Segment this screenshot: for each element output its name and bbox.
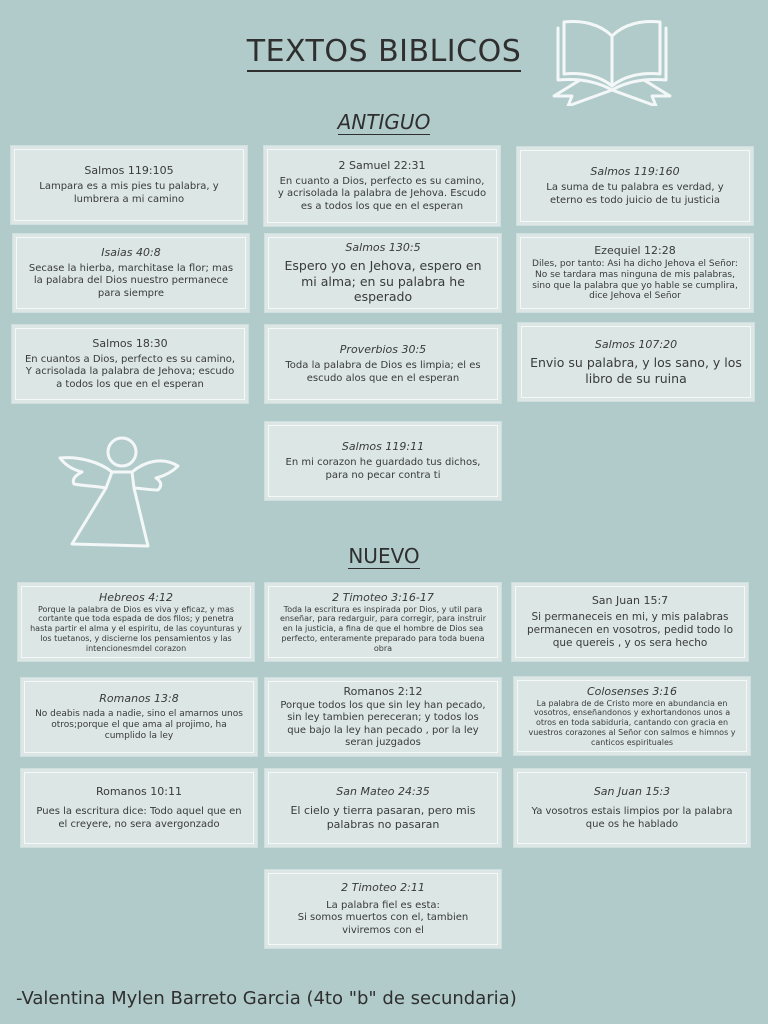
verse-text: La palabra de de Cristo more en abundancia en vosotros, enseñandonos y exhortandonos unos a otros en toda sabiduria, cantando con gracia en vuestros corazones al Señor con salmos e himnos y canticos espirituales — [528, 698, 736, 747]
verse-reference: 2 Timoteo 3:16-17 — [332, 590, 434, 604]
section-heading-old: ANTIGUO — [337, 110, 431, 134]
verse-text: En cuanto a Dios, perfecto es su camino, y acrisolada la palabra de Jehova. Escudo es a todos los que en el esperan — [277, 176, 487, 212]
verse-reference: Salmos 119:11 — [341, 440, 425, 454]
verse-card — [268, 873, 498, 945]
verse-reference: San Mateo 24:35 — [336, 785, 430, 799]
verse-card — [520, 150, 750, 222]
verse-text: Pues la escritura dice: Todo aquel que en el creyere, no sera avergonzado — [36, 806, 242, 830]
angel-icon — [56, 432, 182, 550]
page-title: TEXTOS BIBLICOS — [0, 34, 768, 69]
verse-text: El cielo y tierra pasaran, pero mis palabras no pasaran — [290, 804, 476, 831]
verse-text: Envio su palabra, y los sano, y los libro de su ruina — [530, 354, 742, 386]
verse-reference: Colosenses 3:16 — [586, 684, 678, 698]
verse-reference: Romanos 10:11 — [96, 785, 182, 799]
verse-card — [268, 328, 498, 400]
verse-text: Diles, por tanto: Asi ha dicho Jehova el Señor: No se tardara mas ninguna de mis palabras, sino que la palabra que yo hable se cumplira, dice Jehova el Señor — [532, 258, 738, 302]
verse-reference: Salmos 130:5 — [345, 241, 421, 255]
verse-card — [517, 680, 747, 752]
verse-card — [16, 237, 246, 309]
verse-card — [21, 586, 251, 658]
verse-card — [14, 149, 244, 221]
verse-card — [521, 326, 751, 398]
verse-reference: San Juan 15:3 — [593, 785, 671, 799]
verse-reference: Romanos 13:8 — [99, 692, 179, 706]
verse-reference: Salmos 107:20 — [594, 337, 678, 351]
verse-reference: San Juan 15:7 — [591, 594, 669, 608]
author-credit: -Valentina Mylen Barreto Garcia (4to "b" de secundaria) — [16, 988, 517, 1009]
verse-reference: Ezequiel 12:28 — [594, 243, 676, 257]
verse-text: Toda la palabra de Dios es limpia; el es escudo alos que en el esperan — [285, 360, 481, 384]
verse-card — [24, 772, 254, 844]
verse-text: Lampara es a mis pies tu palabra, y lumbrera a mi camino — [39, 181, 219, 205]
verse-card — [268, 237, 498, 309]
verse-reference: Salmos 18:30 — [92, 337, 168, 351]
verse-card — [268, 586, 498, 658]
verse-text: En mi corazon he guardado tus dichos, para no pecar contra ti — [285, 457, 481, 481]
verse-reference: Romanos 2:12 — [343, 685, 423, 699]
verse-reference: Salmos 119:105 — [84, 164, 174, 178]
verse-text: Porque todos los que sin ley han pecado, sin ley tambien pereceran; y todos los que bajo la ley han pecado , por la ley seran juzgados — [280, 700, 486, 748]
verse-card — [15, 328, 245, 400]
verse-reference: Proverbios 30:5 — [339, 343, 427, 357]
verse-card — [517, 772, 747, 844]
verse-text: La suma de tu palabra es verdad, y eterno es todo juicio de tu justicia — [546, 182, 724, 206]
verse-reference: Salmos 119:160 — [590, 165, 680, 179]
verse-reference: Isaias 40:8 — [101, 246, 161, 260]
verse-text: Secase la hierba, marchitase la flor; mas la palabra del Dios nuestro permanece para siempre — [28, 263, 234, 299]
verse-text: En cuantos a Dios, perfecto es su camino, Y acrisolada la palabra de Jehova; escudo a todos los que en el esperan — [24, 354, 236, 390]
verse-text: No deabis nada a nadie, sino el amarnos unos otros;porque el que ama al projimo, ha cumplido la ley — [35, 709, 243, 741]
verse-text: Si permaneceis en mi, y mis palabras permanecen en vosotros, pedid todo lo que quereis , y os sera hecho — [526, 611, 734, 649]
verse-reference: 2 Samuel 22:31 — [338, 159, 426, 173]
verse-card — [515, 586, 745, 658]
verse-card — [24, 681, 254, 753]
verse-card — [268, 425, 498, 497]
verse-reference: 2 Timoteo 2:11 — [341, 881, 425, 895]
verse-reference: Hebreos 4:12 — [99, 590, 173, 604]
verse-text: Ya vosotros estais limpios por la palabra que os he hablado — [531, 806, 733, 830]
verse-text: La palabra fiel es esta: Si somos muertos con el, tambien viviremos con el — [297, 900, 469, 936]
open-book-icon — [550, 14, 674, 106]
verse-card — [268, 681, 498, 753]
section-heading-new: NUEVO — [348, 544, 420, 568]
verse-card — [267, 149, 497, 223]
verse-text: Espero yo en Jehova, espero en mi alma; en su palabra he esperado — [284, 258, 482, 305]
verse-text: Toda la escritura es inspirada por Dios, y util para enseñar, para redarguir, para corregir, para instruir en la justicia, a fina de que el hombre de Dios sea perfecto, enteramente preparado para toda buena obra — [279, 604, 487, 653]
verse-card — [268, 772, 498, 844]
verse-text: Porque la palabra de Dios es viva y eficaz, y mas cortante que toda espada de dos filos; y penetra hasta partir el alma y el espiritu, de las coyunturas y los tuetanos, y discierne los pensamientos y las intencionesmdel corazon — [30, 604, 242, 653]
verse-card — [520, 237, 750, 309]
